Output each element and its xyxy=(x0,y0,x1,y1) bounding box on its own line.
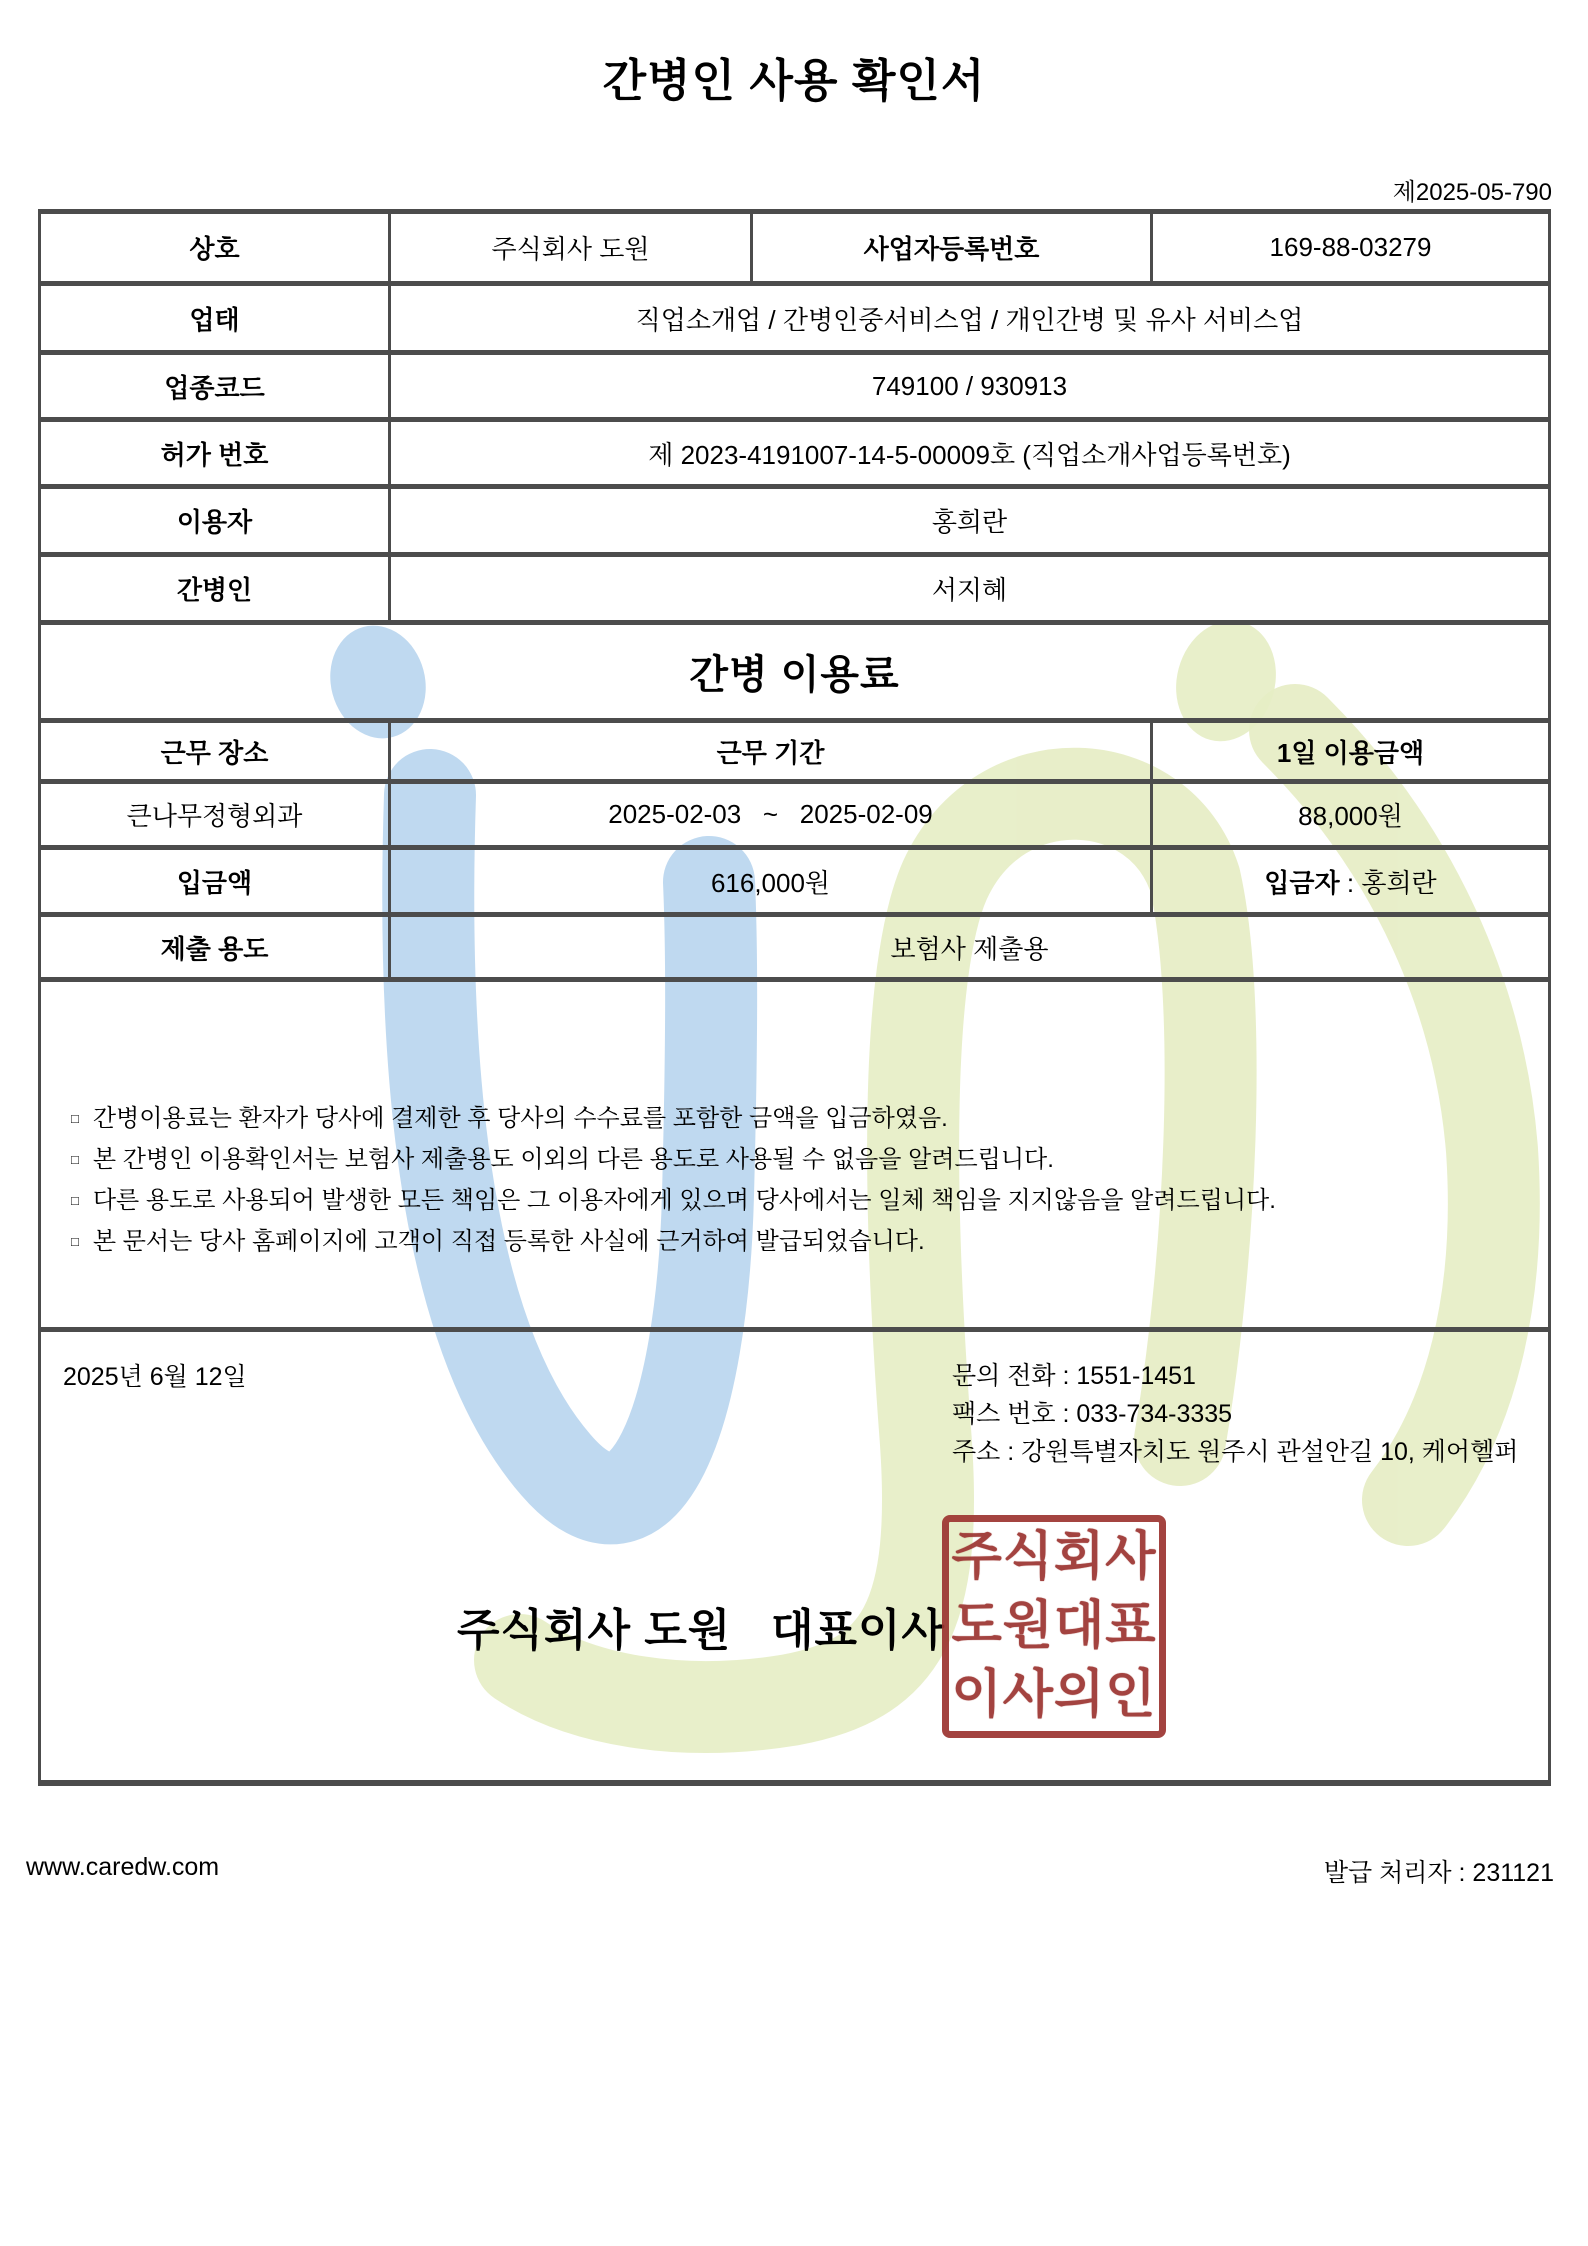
bizreg-label: 사업자등록번호 xyxy=(753,214,1153,281)
row-deposit xyxy=(41,850,1548,917)
row-fee-section-title xyxy=(41,625,1548,723)
user-value: 홍희란 xyxy=(931,507,1008,537)
daily-fee-header: 1일 이용금액 xyxy=(1276,737,1425,768)
square-bullet-icon: □ xyxy=(71,1193,79,1208)
fee-section-title: 간병 이용료 xyxy=(689,653,900,697)
permit-number-label: 허가 번호 xyxy=(41,422,391,484)
issuer-id: 발급 처리자 : 231121 xyxy=(1323,1859,1554,1887)
depositor-name: : 홍희란 xyxy=(1339,867,1437,898)
note-text: 간병이용료는 환자가 당사에 결제한 후 당사의 수수료를 포함한 금액을 입금하였음. xyxy=(92,1105,948,1132)
company-value: 주식회사 도원 xyxy=(391,214,753,281)
work-place-value: 큰나무정형외과 xyxy=(41,784,391,845)
notes-box xyxy=(41,982,1548,1332)
caregiver-label: 간병인 xyxy=(41,557,391,620)
issue-box xyxy=(41,1332,1548,1780)
row-caregiver xyxy=(41,557,1548,625)
square-bullet-icon: □ xyxy=(71,1111,79,1126)
row-industry-code xyxy=(41,355,1548,422)
industry-code-value: 749100 / 930913 xyxy=(871,370,1068,401)
business-type-label: 업태 xyxy=(41,286,391,350)
note-text: 본 문서는 당사 홈페이지에 고객이 직접 등록한 사실에 근거하여 발급되었습니다. xyxy=(92,1228,925,1255)
row-purpose xyxy=(41,917,1548,982)
contact-address: 주소 : 강원특별자치도 원주시 관설안길 10, 케어헬퍼 xyxy=(952,1438,1519,1466)
row-permit-number xyxy=(41,422,1548,489)
corporate-seal-stamp xyxy=(942,1515,1166,1738)
contact-phone: 문의 전화 : 1551-1451 xyxy=(952,1362,1196,1390)
deposit-amount: 616,000원 xyxy=(391,850,1153,912)
issue-date: 2025년 6월 12일 xyxy=(63,1363,247,1391)
stamp-text-line: 주식회사 xyxy=(951,1528,1157,1586)
note-item xyxy=(71,1141,1518,1182)
website-url: www.caredw.com xyxy=(26,1853,220,1881)
page-title: 간병인 사용 확인서 xyxy=(602,55,986,106)
note-text: 다른 용도로 사용되어 발생한 모든 책임은 그 이용자에게 있으며 당사에서는 일체 책임을 지지않음을 알려드립니다. xyxy=(92,1187,1276,1214)
stamp-text-line: 도원대표 xyxy=(951,1597,1157,1655)
row-fee-data xyxy=(41,784,1548,850)
note-item xyxy=(71,1182,1518,1223)
deposit-label: 입금액 xyxy=(41,850,391,912)
note-text: 본 간병인 이용확인서는 보험사 제출용도 이외의 다른 용도로 사용될 수 없음을 알려드립니다. xyxy=(92,1146,1054,1173)
work-period-value: 2025-02-03 ~ 2025-02-09 xyxy=(391,784,1153,845)
caregiver-value: 서지혜 xyxy=(931,575,1008,605)
user-label: 이용자 xyxy=(41,489,391,552)
row-company xyxy=(41,214,1548,286)
daily-fee-value: 88,000원 xyxy=(1298,801,1403,831)
square-bullet-icon: □ xyxy=(71,1234,79,1249)
company-label: 상호 xyxy=(41,214,391,281)
purpose-value: 보험사 제출용 xyxy=(890,933,1049,964)
permit-number-value: 제 2023-4191007-14-5-00009호 (직업소개사업등록번호) xyxy=(648,439,1291,470)
industry-code-label: 업종코드 xyxy=(41,355,391,417)
work-place-header: 근무 장소 xyxy=(41,723,391,779)
contact-block xyxy=(952,1357,1518,1471)
bizreg-value: 169-88-03279 xyxy=(1269,232,1432,262)
depositor-cell xyxy=(1153,850,1548,912)
company-signature: 주식회사 도원 대표이사 xyxy=(457,1606,945,1655)
business-type-value: 직업소개업 / 간병인중서비스업 / 개인간병 및 유사 서비스업 xyxy=(635,304,1304,335)
document-number: 제2025-05-790 xyxy=(1392,179,1552,206)
row-fee-headers xyxy=(41,723,1548,784)
purpose-label: 제출 용도 xyxy=(41,917,391,977)
note-item xyxy=(71,1223,1518,1264)
contact-fax: 팩스 번호 : 033-734-3335 xyxy=(952,1400,1233,1428)
stamp-text-line: 이사의인 xyxy=(951,1666,1157,1724)
depositor-label: 입금자 xyxy=(1264,867,1340,898)
square-bullet-icon: □ xyxy=(71,1152,79,1167)
note-item xyxy=(71,1100,1518,1141)
confirmation-table xyxy=(38,209,1551,1786)
row-user xyxy=(41,489,1548,557)
work-period-header: 근무 기간 xyxy=(391,723,1153,779)
row-business-type xyxy=(41,286,1548,355)
